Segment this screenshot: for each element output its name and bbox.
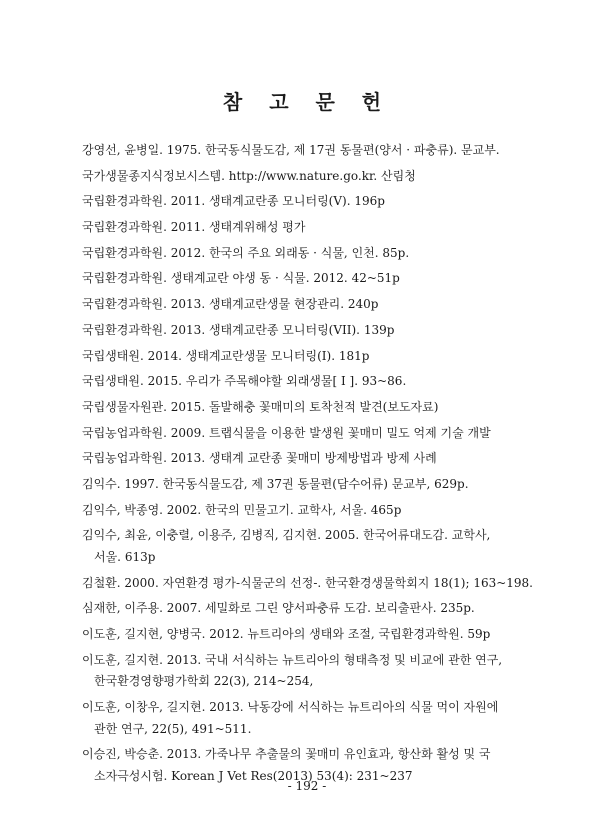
reference-text: 국립환경과학원. 2012. 한국의 주요 외래동 · 식물, 인천. 85p. bbox=[82, 245, 410, 260]
reference-item bbox=[82, 371, 542, 393]
reference-item bbox=[82, 166, 542, 188]
page-number: - 192 - bbox=[287, 779, 327, 793]
reference-item bbox=[82, 320, 542, 342]
reference-continuation: 소자극성시험. Korean J Vet Res(2013) 53(4): 231~237 bbox=[94, 768, 413, 783]
reference-text: 국립환경과학원. 2013. 생태계교란생물 현장관리. 240p bbox=[82, 297, 379, 312]
reference-item bbox=[82, 294, 542, 316]
reference-text: 강영선, 윤병일. 1975. 한국동식물도감, 제 17권 동물편(양서 · 파충류). 문교부. bbox=[82, 143, 500, 157]
reference-item bbox=[82, 697, 542, 740]
reference-item bbox=[82, 525, 542, 568]
reference-text: 국가생물종지식정보시스템. http://www.nature.go.kr. 산림청 bbox=[82, 168, 416, 183]
reference-item bbox=[82, 423, 542, 445]
reference-item bbox=[82, 650, 542, 693]
reference-item bbox=[82, 448, 542, 470]
reference-text: 국립생태원. 2015. 우리가 주목해야할 외래생물[ I ]. 93~86. bbox=[82, 374, 407, 389]
reference-text: 국립농업과학원. 2009. 트랩식물을 이용한 발생원 꽃매미 밀도 억제 기술 개발 bbox=[82, 425, 491, 440]
reference-text: 김익수. 1997. 한국동식물도감, 제 37권 동물편(담수어류) 문교부, 629p. bbox=[82, 476, 469, 491]
reference-item bbox=[82, 217, 542, 239]
reference-text: 이도훈, 이창우, 길지현. 2013. 낙동강에 서식하는 뉴트리아의 식물 먹이 자원에 bbox=[82, 699, 499, 714]
reference-list bbox=[82, 140, 542, 792]
reference-text: 국립환경과학원. 2011. 생태계위해성 평가 bbox=[82, 220, 306, 235]
reference-text: 이도훈, 길지현. 2013. 국내 서식하는 뉴트리아의 형태측정 및 비교에 관한 연구, bbox=[82, 652, 503, 667]
reference-item bbox=[82, 397, 542, 419]
reference-item bbox=[82, 268, 542, 290]
reference-text: 이도훈, 길지현, 양병국. 2012. 뉴트리아의 생태와 조절, 국립환경과학원. 59p bbox=[82, 626, 491, 641]
reference-item bbox=[82, 243, 542, 265]
reference-text: 국립생물자원관. 2015. 돌발해충 꽃매미의 토착천적 발견(보도자료) bbox=[82, 399, 439, 414]
reference-item bbox=[82, 598, 542, 620]
reference-text: 국립환경과학원. 2011. 생태계교란종 모니터링(V). 196p bbox=[82, 194, 385, 209]
reference-item bbox=[82, 191, 542, 213]
reference-text: 김철환. 2000. 자연환경 평가-식물군의 선정-. 한국환경생물학회지 18(1); 163~198. bbox=[82, 575, 533, 590]
reference-text: 국립환경과학원. 생태계교란 야생 동 · 식물. 2012. 42~51p bbox=[82, 271, 400, 286]
reference-text: 국립환경과학원. 2013. 생태계교란종 모니터링(VII). 139p bbox=[82, 322, 395, 337]
reference-item bbox=[82, 500, 542, 522]
reference-item bbox=[82, 624, 542, 646]
reference-item bbox=[82, 474, 542, 496]
reference-text: 김익수, 박종영. 2002. 한국의 민물고기. 교학사, 서울. 465p bbox=[82, 502, 402, 517]
reference-text: 이승진, 박승춘. 2013. 가죽나무 추출물의 꽃매미 유인효과, 항산화 활성 및 국 bbox=[82, 747, 491, 762]
page-title: 참 고 문 헌 bbox=[222, 90, 392, 114]
reference-text: 김익수, 최윤, 이충렬, 이용주, 김병직, 김지현. 2005. 한국어류대도감. 교학사, bbox=[82, 528, 491, 543]
reference-text: 국립생태원. 2014. 생태계교란생물 모니터링(I). 181p bbox=[82, 348, 370, 363]
reference-item bbox=[82, 140, 542, 162]
reference-item bbox=[82, 346, 542, 368]
reference-text: 심재한, 이주용. 2007. 세밀화로 그린 양서파충류 도감. 보리출판사. 235p. bbox=[82, 601, 475, 616]
reference-continuation: 관한 연구, 22(5), 491~511. bbox=[94, 721, 252, 736]
reference-continuation: 한국환경영향평가학회 22(3), 214~254, bbox=[94, 674, 314, 689]
reference-item bbox=[82, 573, 542, 595]
reference-text: 국립농업과학원. 2013. 생태계 교란종 꽃매미 방제방법과 방제 사례 bbox=[82, 451, 437, 466]
reference-continuation: 서울. 613p bbox=[94, 549, 156, 564]
